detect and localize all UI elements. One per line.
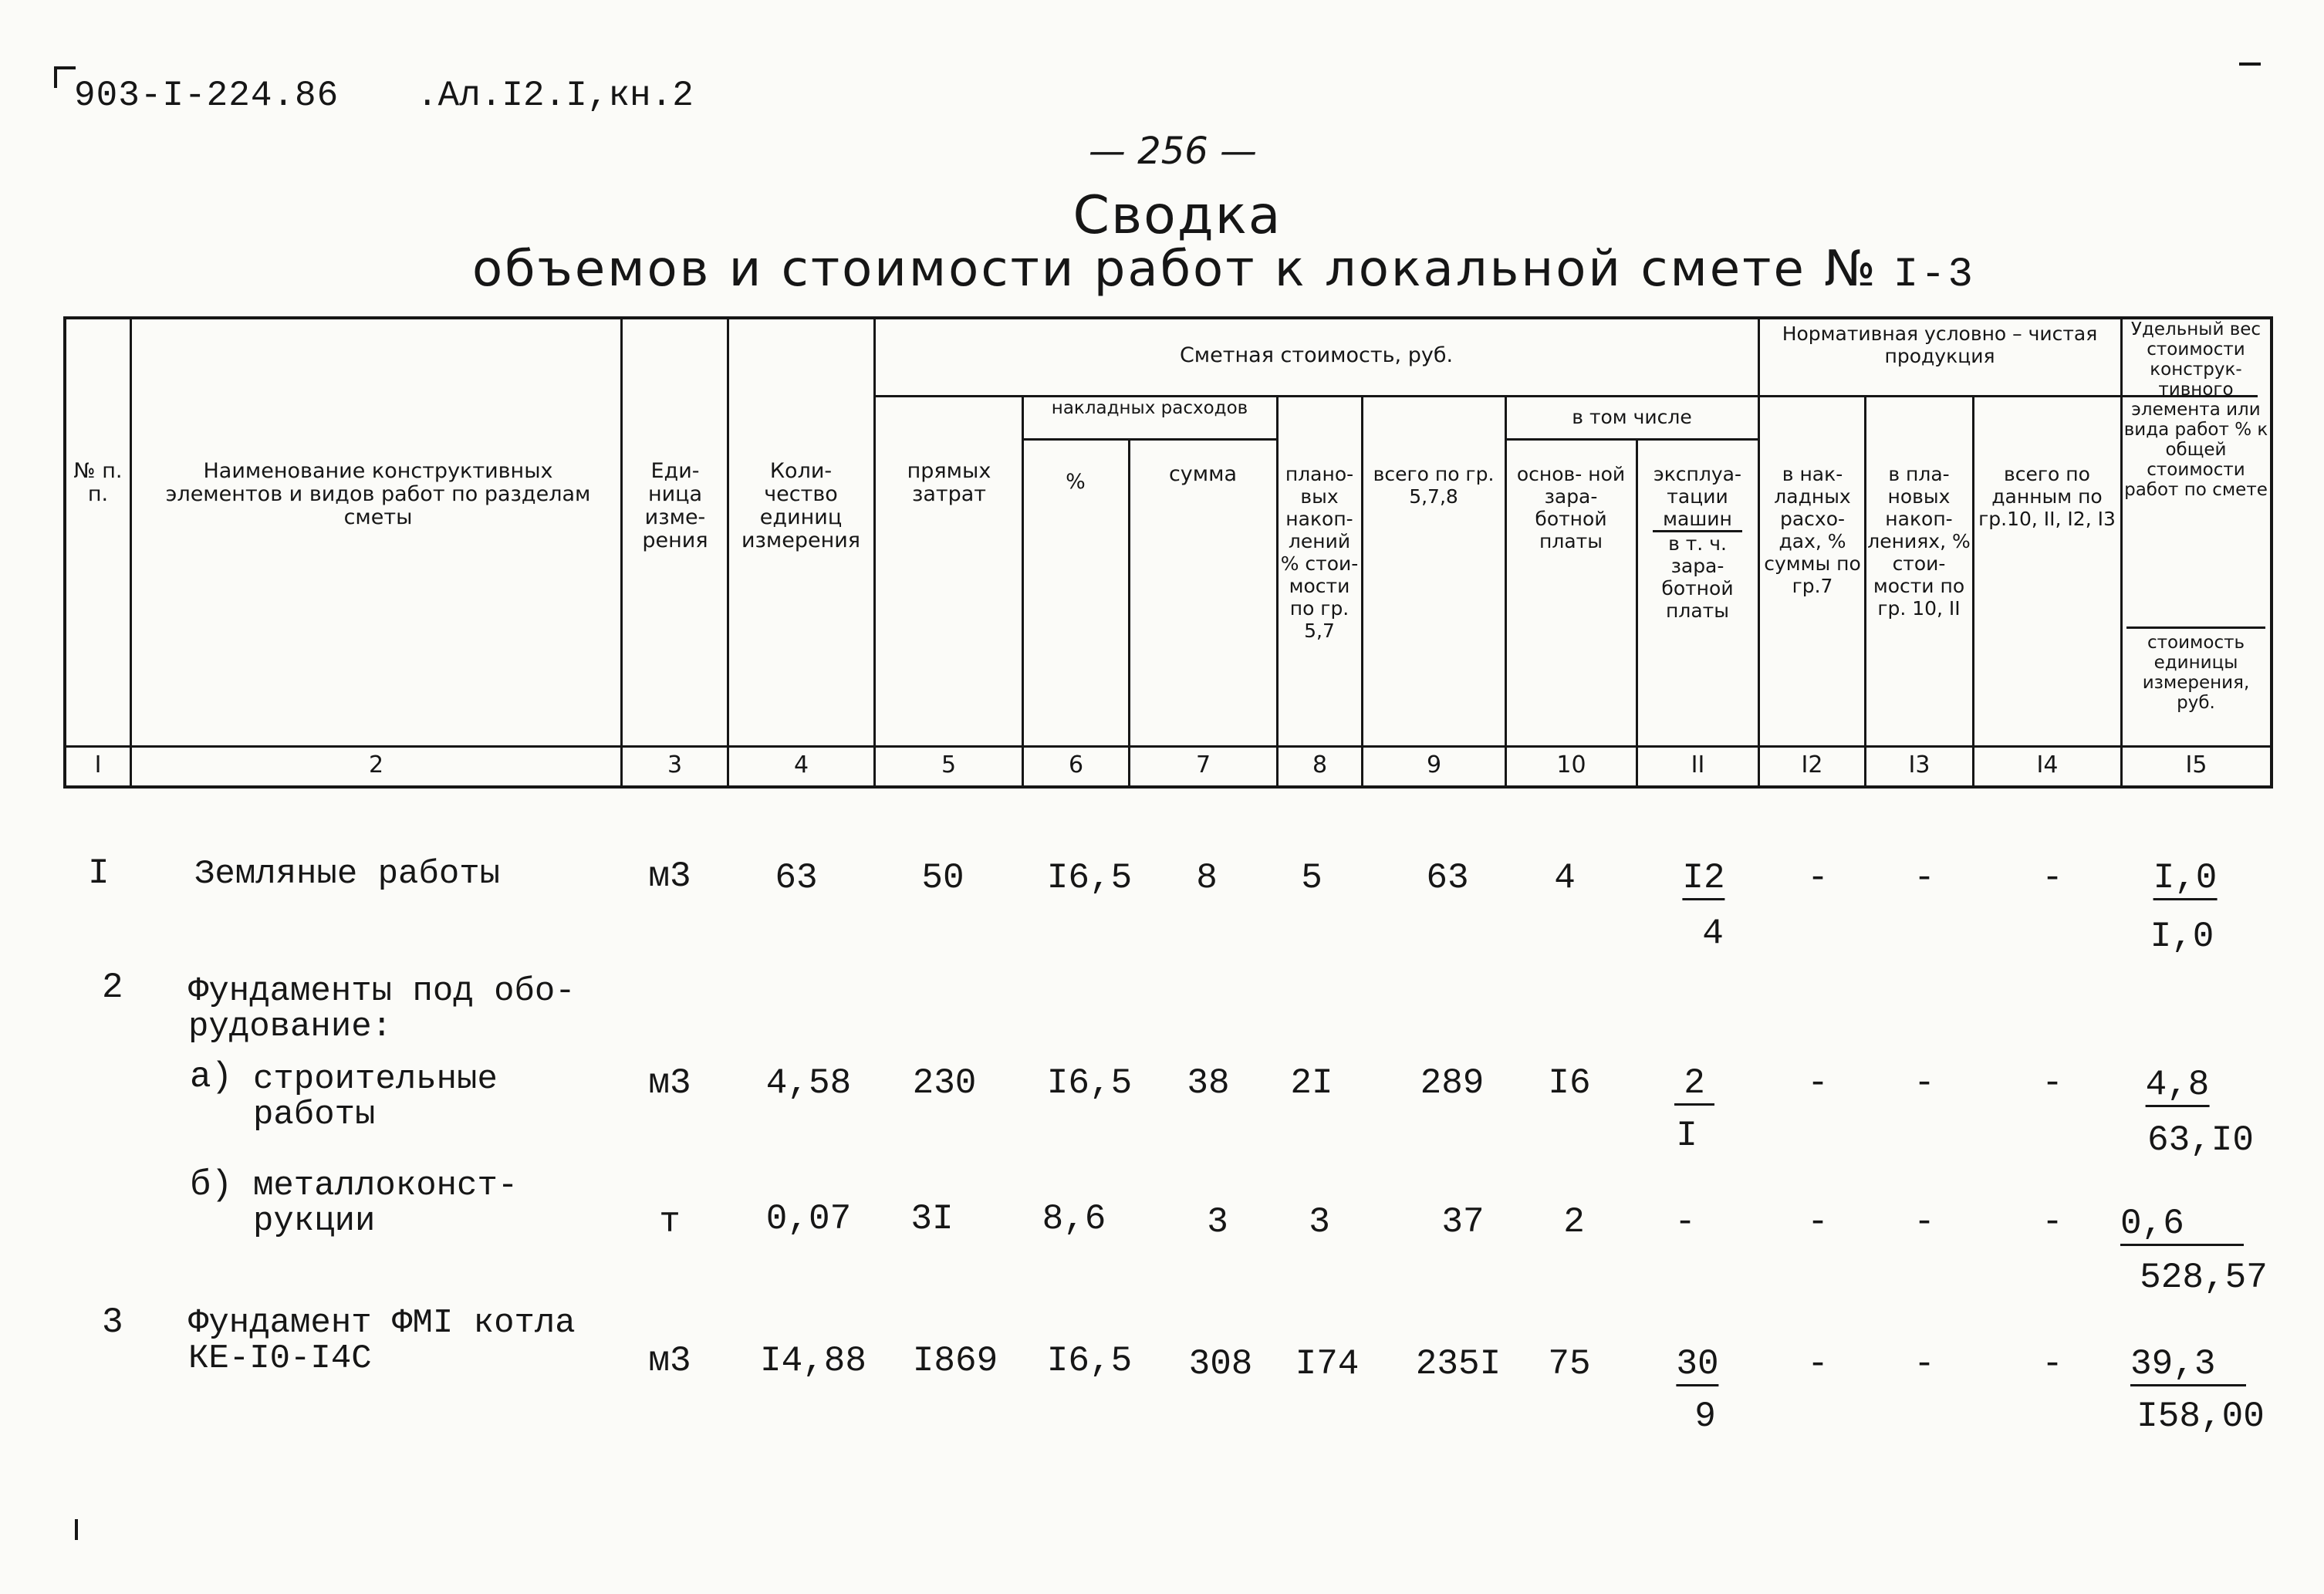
col-header-machines-text: эксплуа- тации машин [1653,463,1742,530]
col-number: 10 [1556,751,1586,778]
col-number: I4 [2036,751,2059,778]
row-number: б) [190,1165,233,1205]
row-plan: 5 [1301,858,1322,898]
row-oh-pct: I6,5 [1046,858,1133,898]
col-header-unit-cost: стоимость единицы измерения, руб. [2142,633,2250,713]
col-header-norm-plan: в пла- новых накоп- лениях, % стои- мости по гр. 10, II [1867,463,1971,620]
col-number: 7 [1195,751,1211,778]
col-header-share: Удельный вес стоимости конструк- тивного элемента или вида работ % к общей стоимости работ по смете [2123,319,2268,500]
corner-mark-bottom-right [2247,1514,2270,1537]
row-unit: м3 [648,856,691,897]
col-group-cost: Сметная стоимость, руб. [1179,344,1454,367]
row-oh-sum: 38 [1187,1063,1230,1103]
row-norm-total: - [2042,1344,2063,1384]
col-number: 4 [793,751,809,778]
col-group-overhead: накладных расходов [1051,398,1248,418]
col-group-norm: Нормативная условно – чистая продукция [1782,323,2098,367]
row-oh-pct: I6,5 [1046,1341,1133,1381]
row-share: 4,8 [2146,1066,2210,1107]
col-header-plan: плано- вых накоп- лений % стои- мости по гр. 5,7 [1280,463,1359,642]
row-wage: I6 [1548,1063,1591,1103]
col-header-norm-total: всего по данным по гр.10, II, I2, I3 [1978,463,2116,530]
col-header-direct: прямых затрат [907,460,991,506]
col-header-machines-wage: в т. ч. зара- ботной платы [1653,530,1742,622]
corner-mark-bottom-left [74,1517,97,1540]
row-wage: 4 [1554,858,1576,898]
row-oh-pct: 8,6 [1042,1199,1106,1239]
col-number: I2 [1801,751,1823,778]
row-unit: т [659,1202,681,1242]
col-header-unit: Еди- ница изме- рения [642,460,708,552]
col-header-name: Наименование конструктивных элементов и видов работ по разделам сметы [165,460,591,529]
row-oh-pct: I6,5 [1046,1063,1133,1103]
row-total: 289 [1420,1063,1485,1103]
row-machines-wage: 4 [1702,914,1724,954]
row-machines-wage: I [1676,1116,1697,1156]
row-norm-overhead: - [1807,858,1829,898]
row-total: 63 [1426,858,1469,898]
row-share: 39,3 [2130,1346,2246,1386]
row-number: 2 [102,968,123,1008]
col-number: 6 [1068,751,1084,778]
row-unit-cost: I,0 [2150,917,2214,957]
row-wage: 2 [1563,1202,1585,1242]
row-norm-total: - [2042,858,2063,898]
col-header-norm-overhead: в нак- ладных расхо- дах, % суммы по гр.7 [1764,463,1861,597]
row-norm-total: - [2042,1202,2063,1242]
col-number: 8 [1312,751,1328,778]
row-plan: 3 [1309,1202,1330,1242]
row-wage: 75 [1548,1344,1591,1384]
row-qty: 63 [775,858,818,898]
row-oh-sum: 308 [1188,1344,1253,1384]
col-header-oh-pct: % [1066,471,1086,494]
row-machines: 30 [1676,1346,1718,1386]
row-total: 37 [1441,1202,1485,1242]
row-machines-wage: 9 [1694,1396,1716,1437]
col-group-incl: в том числе [1572,406,1692,428]
row-norm-total: - [2042,1063,2063,1103]
col-header-oh-sum: сумма [1168,463,1238,486]
row-norm-overhead: - [1807,1344,1829,1384]
col-number: I5 [2185,751,2207,778]
row-unit-cost: I58,00 [2137,1396,2265,1437]
row-oh-sum: 3 [1207,1202,1228,1242]
row-norm-plan: - [1914,1063,1935,1103]
col-header-qty: Коли- чество единиц измерения [741,460,861,552]
col-number: I [94,751,102,778]
row-share: I,0 [2153,859,2218,900]
col-header-no: № п. п. [73,460,123,506]
col-number: 2 [368,751,384,778]
row-plan: 2I [1290,1063,1333,1103]
row-unit-cost: 63,I0 [2147,1120,2255,1160]
row-norm-plan: - [1914,1202,1935,1242]
row-direct: 230 [912,1063,977,1103]
page-subtitle [472,241,1975,299]
row-name: металлоконст- рукции [253,1167,519,1241]
corner-mark-top-right [2238,62,2261,85]
row-number: I [88,853,110,893]
col-number: 9 [1426,751,1442,778]
subtitle-text: объемов и стоимости работ к локальной смете № [472,241,1878,298]
row-direct: 50 [921,858,964,898]
col-header-machines [1639,463,1756,622]
row-total: 235I [1415,1344,1501,1384]
col-header-wage: основ- ной зара- ботной платы [1516,463,1626,552]
row-machines: - [1674,1202,1696,1242]
row-name: строительные работы [253,1060,498,1134]
smeta-number: I-3 [1893,252,1975,299]
row-norm-plan: - [1914,858,1935,898]
row-direct: I869 [912,1341,998,1381]
page-title: Сводка [1072,185,1282,246]
row-oh-sum: 8 [1196,858,1218,898]
col-header-total: всего по гр. 5,7,8 [1373,463,1495,508]
row-number: а) [190,1057,233,1097]
row-name: Фундамент ФМI котла КЕ-I0-I4С [188,1304,576,1378]
row-qty: I4,88 [759,1341,867,1381]
row-direct: 3I [910,1199,954,1239]
row-norm-overhead: - [1807,1202,1829,1242]
col-number: II [1691,751,1705,778]
row-norm-plan: - [1914,1344,1935,1384]
document-reference: .Ал.I2.I,кн.2 [417,76,694,116]
row-name: Фундаменты под обо- рудование: [188,972,576,1046]
col-number: 3 [667,751,683,778]
col-number: I3 [1908,751,1930,778]
page-number: — 256 — [1088,130,1258,173]
row-unit-cost: 528,57 [2140,1258,2268,1298]
row-qty: 4,58 [765,1063,852,1103]
col-number: 5 [941,751,957,778]
document-code: 903-I-224.86 [74,76,339,116]
row-machines: 2 [1674,1065,1714,1106]
row-plan: I74 [1295,1344,1360,1384]
row-norm-overhead: - [1807,1063,1829,1103]
row-unit: м3 [648,1341,691,1381]
row-number: 3 [102,1302,123,1342]
row-unit: м3 [648,1063,691,1103]
row-machines: I2 [1682,859,1724,900]
row-share: 0,6 [2120,1205,2244,1246]
row-name: Земляные работы [194,855,501,893]
row-qty: 0,07 [765,1199,852,1239]
